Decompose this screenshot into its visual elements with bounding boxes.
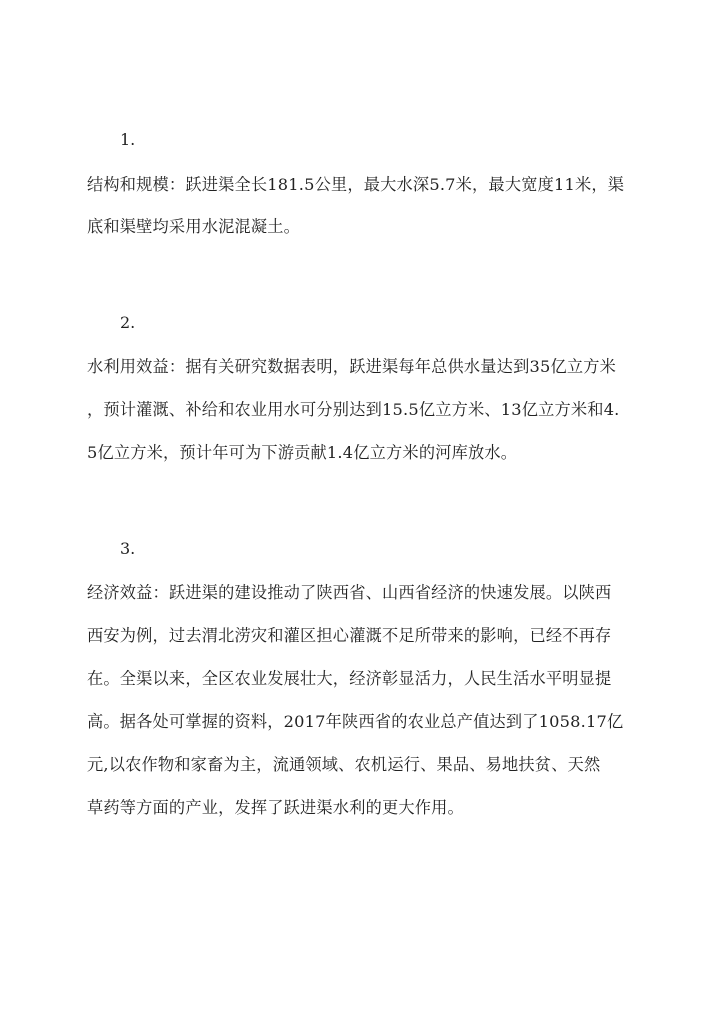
section-number: 1. — [120, 130, 136, 149]
paragraph-line: 西安为例，过去渭北涝灾和灌区担心灌溉不足所带来的影响，已经不再存 — [87, 626, 612, 645]
paragraph-line: 结构和规模：跃进渠全长181.5公里，最大水深5.7米，最大宽度11米，渠 — [87, 175, 625, 194]
paragraph-line: 元,以农作物和家畜为主，流通领域、农机运行、果品、易地扶贫、天然 — [87, 755, 601, 774]
paragraph-line: 5亿立方米，预计年可为下游贡献1.4亿立方米的河库放水。 — [87, 443, 518, 462]
section-number: 3. — [120, 539, 136, 558]
paragraph-line: ，预计灌溉、补给和农业用水可分别达到15.5亿立方米、13亿立方米和4. — [87, 400, 620, 419]
paragraph-line: 底和渠壁均采用水泥混凝土。 — [87, 217, 301, 236]
paragraph-line: 水利用效益：据有关研究数据表明，跃进渠每年总供水量达到35亿立方米 — [87, 357, 617, 376]
paragraph-line: 在。全渠以来，全区农业发展壮大，经济彰显活力，人民生活水平明显提 — [87, 669, 612, 688]
section-number: 2. — [120, 313, 136, 332]
paragraph-line: 经济效益：跃进渠的建设推动了陕西省、山西省经济的快速发展。以陕西 — [87, 583, 612, 602]
paragraph-line: 高。据各处可掌握的资料，2017年陕西省的农业总产值达到了1058.17亿 — [87, 712, 624, 731]
paragraph-line: 草药等方面的产业，发挥了跃进渠水利的更大作用。 — [87, 798, 464, 817]
